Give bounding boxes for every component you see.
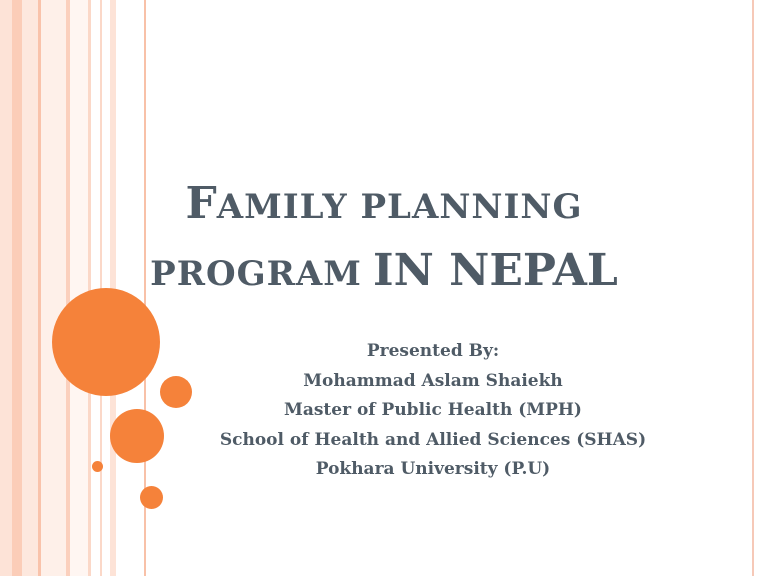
- presented-by-label: Presented By:: [366, 341, 500, 361]
- presenter-info: [180, 337, 686, 485]
- stripe: [0, 0, 12, 576]
- stripe: [41, 0, 66, 576]
- medium-circle: [110, 409, 164, 463]
- presenter-school: School of Health and Allied Sciences (SHAS): [219, 429, 647, 450]
- stripe: [70, 0, 88, 576]
- title-word-nepal: IN NEPAL: [373, 245, 618, 296]
- stripe: [12, 0, 22, 576]
- title-line-1: AMILY PLANNING: [216, 187, 583, 227]
- right-rule: [752, 0, 754, 576]
- stripe: [88, 0, 91, 576]
- title-word-program: PROGRAM: [150, 254, 362, 294]
- small-circle: [140, 486, 163, 509]
- stripe: [22, 0, 38, 576]
- presenter-degree: Master of Public Health (MPH): [284, 400, 582, 420]
- presenter-name: Mohammad Aslam Shaiekh: [303, 370, 563, 391]
- slide-title: [100, 172, 668, 306]
- presenter-university: Pokhara University (P.U): [315, 459, 551, 479]
- title-initial: F: [185, 178, 217, 229]
- tiny-circle: [92, 461, 103, 472]
